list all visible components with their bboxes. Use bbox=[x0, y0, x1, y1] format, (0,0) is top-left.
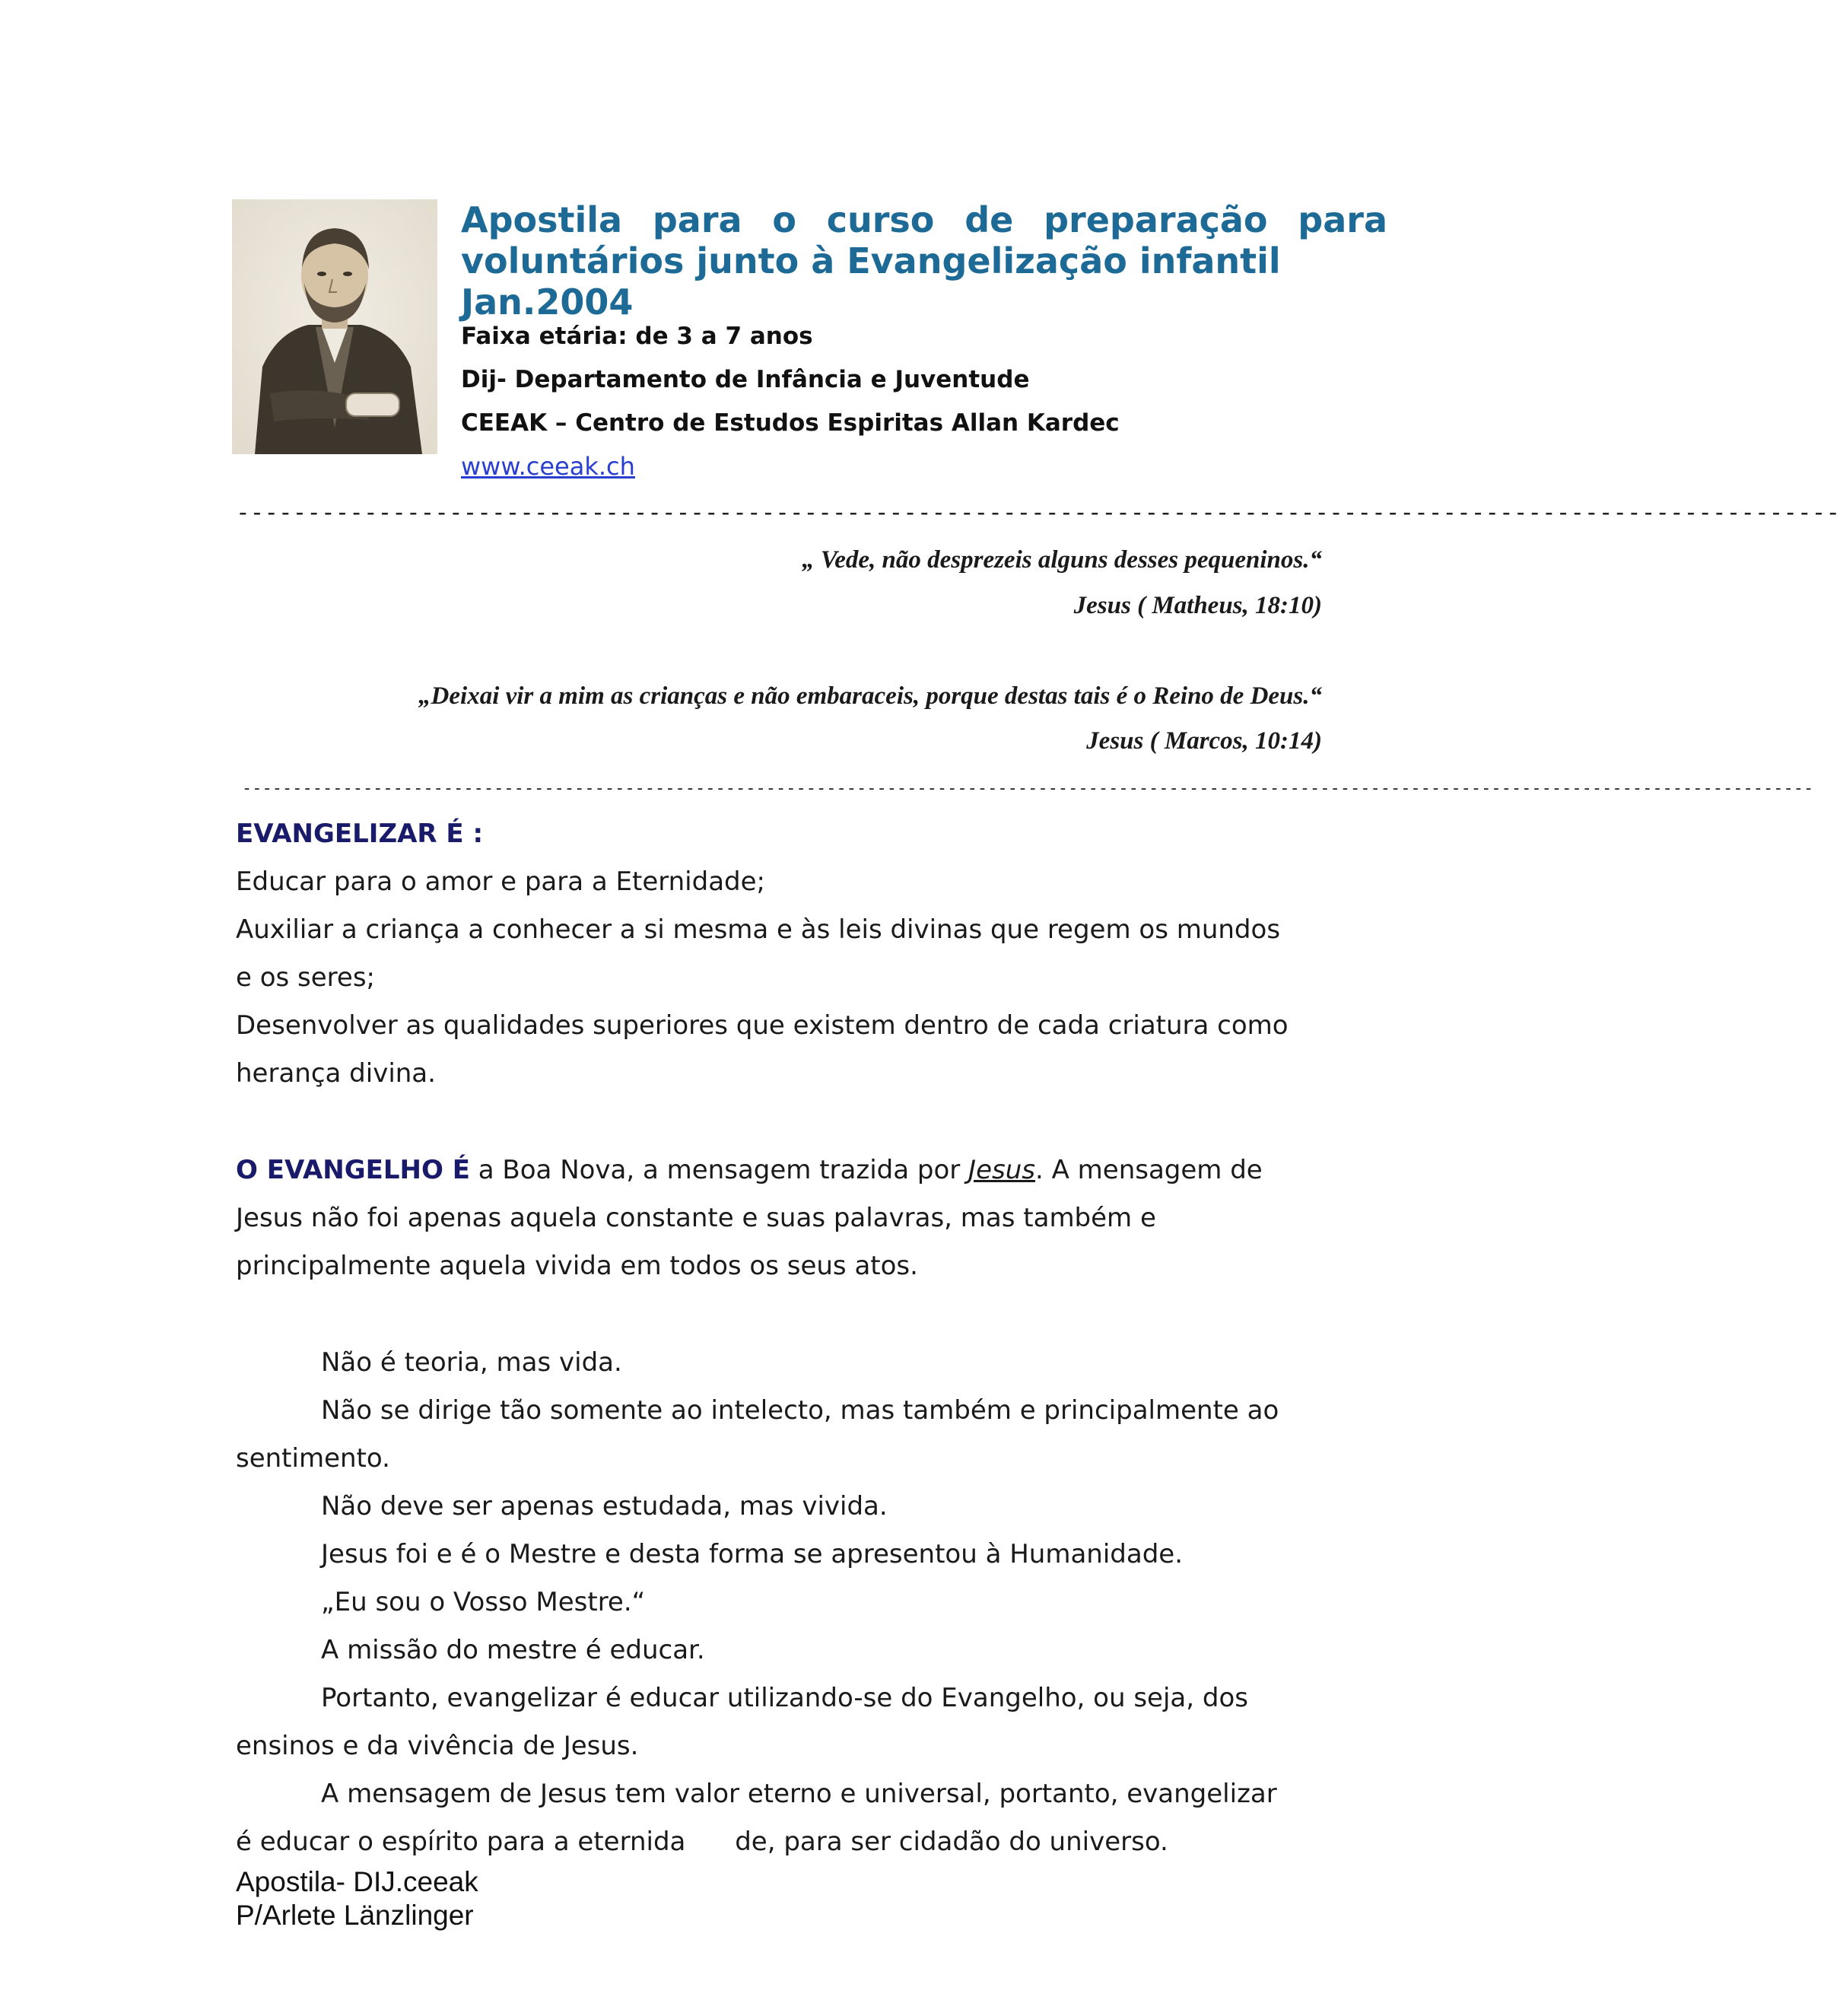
quote-2-text: „Deixai vir a mim as crianças e não embaraceis, porque destas tais é o Reino de Deus.“ bbox=[418, 682, 1322, 710]
section3-line: „Eu sou o Vosso Mestre.“ bbox=[321, 1587, 646, 1617]
footer-line-2: P/Arlete Länzlinger bbox=[236, 1900, 474, 1931]
document-title-line-1: Apostila para o curso de preparação para bbox=[461, 199, 1387, 240]
section1-line: Educar para o amor e para a Eternidade; bbox=[236, 866, 766, 897]
section-heading-evangelho: O EVANGELHO É bbox=[236, 1155, 470, 1185]
section3-line: sentimento. bbox=[236, 1443, 390, 1474]
section1-line: Desenvolver as qualidades superiores que existem dentro de cada criatura como bbox=[236, 1010, 1289, 1041]
section3-line: Não se dirige tão somente ao intelecto, mas também e principalmente ao bbox=[321, 1395, 1279, 1426]
section2-line-2: Jesus não foi apenas aquela constante e suas palavras, mas também e bbox=[236, 1203, 1156, 1233]
section3-line: Jesus foi e é o Mestre e desta forma se apresentou à Humanidade. bbox=[321, 1539, 1184, 1569]
center-name: CEEAK – Centro de Estudos Espiritas Allan Kardec bbox=[461, 409, 1120, 437]
separator-top: ----------------------------------------------------------------------------------------------------------------- bbox=[236, 499, 1840, 526]
allan-kardec-portrait bbox=[232, 199, 437, 454]
document-title-line-2: voluntários junto à Evangelização infantil bbox=[461, 240, 1281, 281]
section3-line: Não deve ser apenas estudada, mas vivida. bbox=[321, 1491, 888, 1522]
quote-1-source: Jesus ( Matheus, 18:10) bbox=[1073, 592, 1322, 619]
quote-1-text: „ Vede, não desprezeis alguns desses pequeninos.“ bbox=[802, 546, 1322, 574]
quote-2-source: Jesus ( Marcos, 10:14) bbox=[1086, 727, 1322, 755]
section2-text: . A mensagem de bbox=[1034, 1155, 1263, 1185]
section3-line: A mensagem de Jesus tem valor eterno e universal, portanto, evangelizar bbox=[321, 1779, 1277, 1809]
section1-line: herança divina. bbox=[236, 1058, 436, 1089]
website-link[interactable]: www.ceeak.ch bbox=[461, 452, 635, 481]
section2-line-3: principalmente aquela vivida em todos os seus atos. bbox=[236, 1251, 918, 1281]
age-range: Faixa etária: de 3 a 7 anos bbox=[461, 323, 813, 350]
separator-bottom: ------------------------------------------------------------------------------------------------------------------------------------------------------------ bbox=[242, 779, 1814, 798]
jesus-link[interactable]: Jesus bbox=[968, 1155, 1035, 1185]
section3-line: é educar o espírito para a eternida de, para ser cidadão do universo. bbox=[236, 1827, 1168, 1857]
section1-line: Auxiliar a criança a conhecer a si mesma e às leis divinas que regem os mundos bbox=[236, 914, 1281, 945]
section3-line: Não é teoria, mas vida. bbox=[321, 1347, 622, 1378]
section2-line-1 bbox=[236, 1155, 1263, 1185]
section2-text: a Boa Nova, a mensagem trazida por bbox=[469, 1155, 969, 1185]
section3-line: ensinos e da vivência de Jesus. bbox=[236, 1731, 639, 1761]
section-heading-evangelizar: EVANGELIZAR É : bbox=[236, 819, 484, 849]
footer-line-1: Apostila- DIJ.ceeak bbox=[236, 1866, 478, 1897]
section1-line: e os seres; bbox=[236, 962, 375, 993]
section3-line: A missão do mestre é educar. bbox=[321, 1635, 705, 1665]
section3-line: Portanto, evangelizar é educar utilizando-se do Evangelho, ou seja, dos bbox=[321, 1683, 1248, 1713]
document-date: Jan.2004 bbox=[461, 281, 634, 323]
department-name: Dij- Departamento de Infância e Juventude bbox=[461, 366, 1030, 393]
